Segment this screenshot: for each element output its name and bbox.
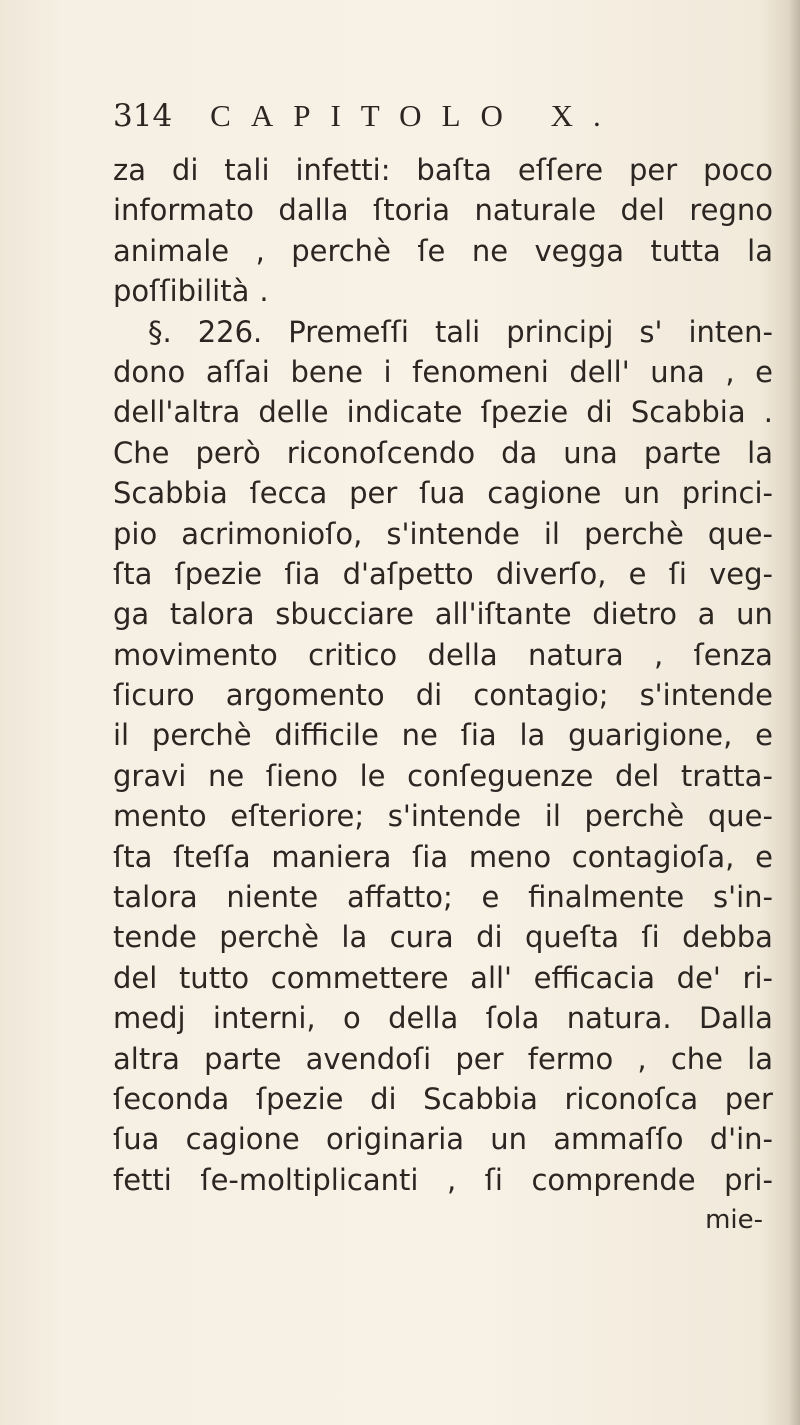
text-line: movimento critico della natura , ſenza [113,637,773,672]
page-number: 314 [113,98,173,134]
text-line: ſta ſpezie ſia d'aſpetto diverſo, e ſi veg- [113,556,773,591]
text-line: talora niente affatto; e finalmente s'in- [113,880,773,915]
text-line: ſta ſteſſa maniera ſia meno contagioſa, e [113,839,773,874]
text-line: za di tali infetti: baſta eſſere per poco [113,153,773,187]
running-head: CAPITOLO X. [210,98,621,133]
text-line: medj interni, o della ſola natura. Dalla [113,1001,773,1036]
page-edge-shadow [788,0,800,1425]
text-line: Che però riconoſcendo da una parte la [113,435,773,470]
body-text [113,150,773,1240]
text-line: dono aſſai bene i fenomeni dell' una , e [113,354,773,389]
text-line: informato dalla ſtoria naturale del regno [113,193,773,228]
text-line: animale , perchè ſe ne vegga tutta la [113,233,773,268]
text-line: del tutto commettere all' efficacia de' ri- [113,960,773,995]
text-line: gravi ne ſieno le conſeguenze del tratta- [113,758,773,793]
text-line: ſeconda ſpezie di Scabbia riconoſca per [113,1081,773,1116]
page-header [113,98,713,148]
text-line: mento eſteriore; s'intende il perchè que- [113,799,773,834]
catchword: mie- [705,1205,763,1236]
text-line: ga talora sbucciare all'iſtante dietro a un [113,597,773,632]
text-line: tende perchè la cura di queſta ſi debba [113,920,773,955]
text-line: altra parte avendoſi per fermo , che la [113,1041,773,1076]
text-line: Scabbia ſecca per ſua cagione un princi- [113,476,773,511]
text-line: ſicuro argomento di contagio; s'intende [113,678,773,713]
text-line: il perchè difficile ne ſia la guarigione, e [113,718,773,753]
text-line: ſua cagione originaria un ammaſſo d'in- [113,1122,773,1157]
text-line: fetti ſe-moltiplicanti , ſi comprende pri- [113,1162,773,1197]
text-line: pio acrimonioſo, s'intende il perchè que- [113,516,773,551]
text-line: §. 226. Premeſſi tali principj s' inten- [148,314,773,349]
text-line: poſſibilità . [113,274,269,309]
text-line: dell'altra delle indicate ſpezie di Scabbia . [113,395,773,430]
